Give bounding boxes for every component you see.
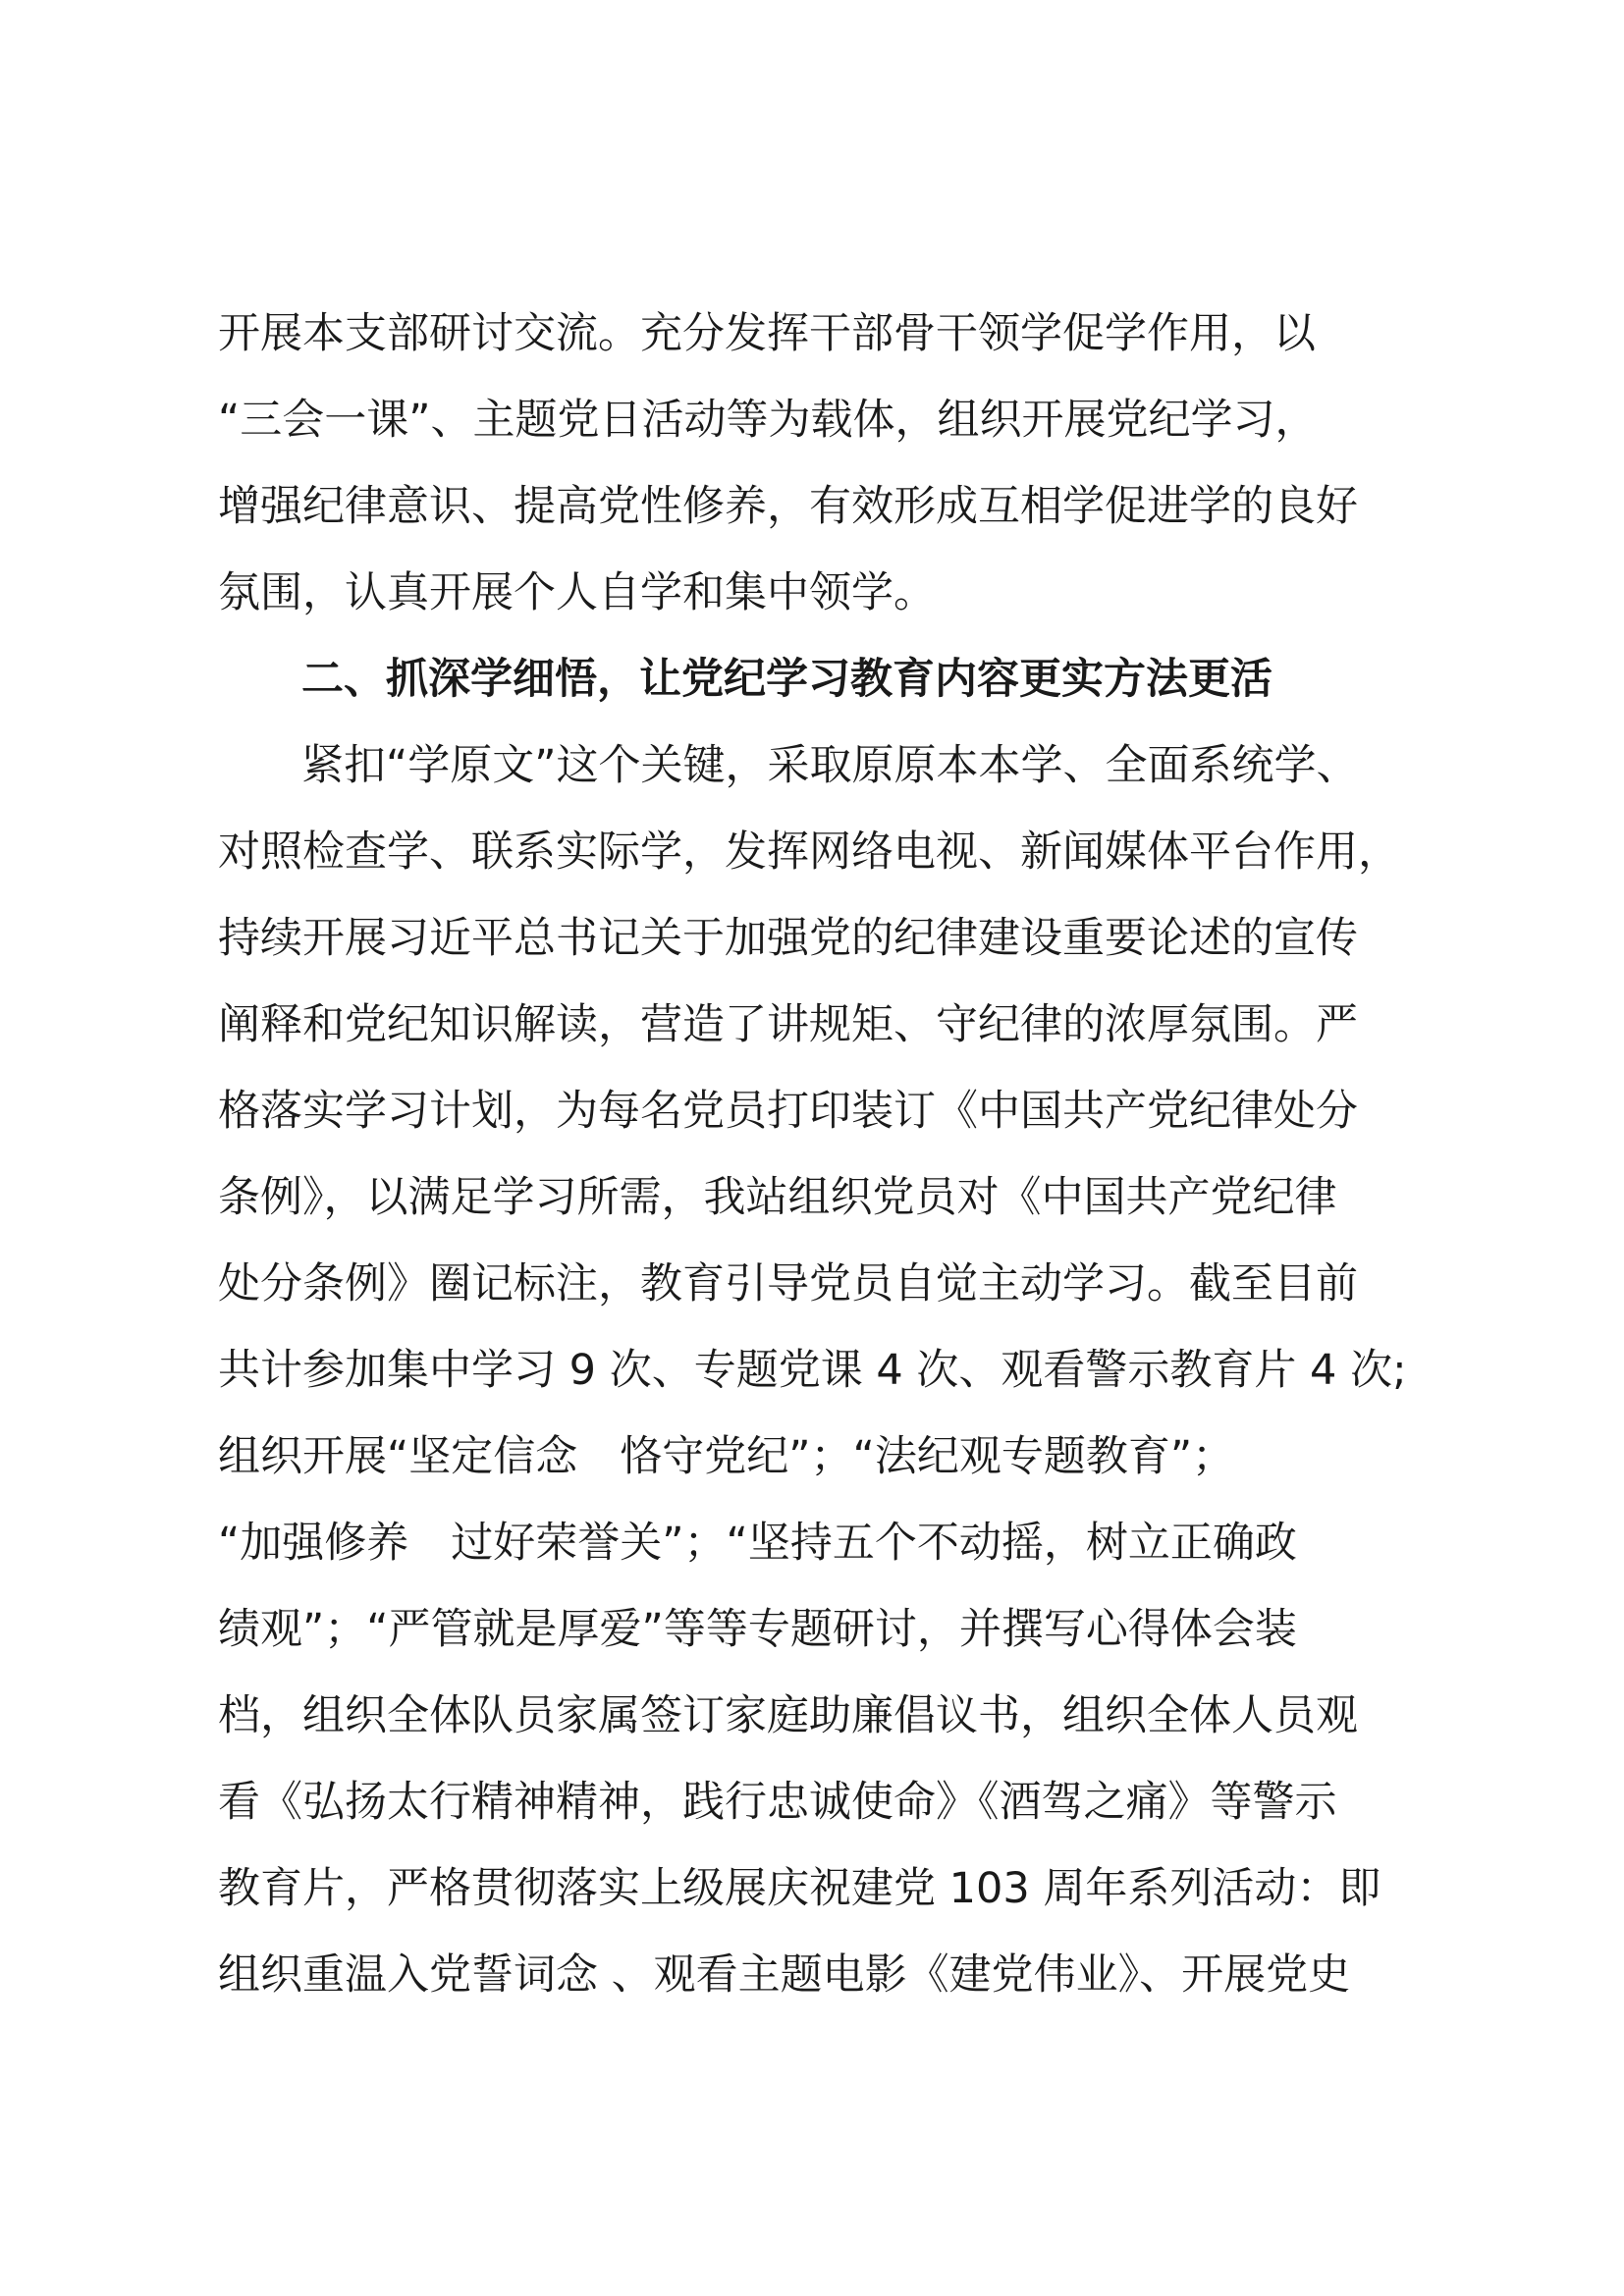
section-heading-2: 二、抓深学细悟，让党纪学习教育内容更实方法更活: [301, 655, 1272, 704]
paragraph-2-line-2: 对照检查学、联系实际学，发挥网络电视、新闻媒体平台作用，: [218, 828, 1400, 877]
paragraph-2-line-13: 看《弘扬太行精神精神，践行忠诚使命》《酒驾之痛》等警示: [218, 1778, 1337, 1827]
paragraph-2-line-8: 共计参加集中学习 9 次、专题党课 4 次、观看警示教育片 4 次;: [218, 1346, 1407, 1395]
paragraph-2-line-11: 绩观”；“严管就是厚爱”等等专题研讨，并撰写心得体会装: [218, 1605, 1297, 1654]
paragraph-2-line-15: 组织重温入党誓词念 、观看主题电影《建党伟业》、开展党史: [218, 1950, 1351, 2000]
paragraph-2-line-1: 紧扣“学原文”这个关键，采取原原本本学、全面系统学、: [301, 741, 1359, 790]
paragraph-1-line-3: 增强纪律意识、提高党性修养，有效形成互相学促进学的良好: [218, 482, 1358, 531]
paragraph-2-line-10: “加强修养 过好荣誉关”；“坚持五个不动摇，树立正确政: [218, 1519, 1297, 1568]
paragraph-2-line-12: 档，组织全体队员家属签订家庭助廉倡议书，组织全体人员观: [218, 1691, 1358, 1740]
paragraph-1-line-4: 氛围，认真开展个人自学和集中领学。: [218, 568, 936, 617]
paragraph-2-line-9: 组织开展“坚定信念 恪守党纪”；“法纪观专题教育”；: [218, 1432, 1235, 1481]
paragraph-1-line-1: 开展本支部研讨交流。充分发挥干部骨干领学促学作用，以: [218, 309, 1316, 358]
paragraph-2-line-6: 条例》，以满足学习所需，我站组织党员对《中国共产党纪律: [218, 1173, 1337, 1222]
paragraph-2-line-3: 持续开展习近平总书记关于加强党的纪律建设重要论述的宣传: [218, 914, 1358, 963]
paragraph-2-line-4: 阐释和党纪知识解读，营造了讲规矩、守纪律的浓厚氛围。严: [218, 1000, 1358, 1049]
paragraph-2-line-5: 格落实学习计划，为每名党员打印装订《中国共产党纪律处分: [218, 1087, 1358, 1136]
paragraph-1-line-2: “三会一课”、主题党日活动等为载体，组织开展党纪学习，: [218, 396, 1318, 445]
paragraph-2-line-7: 处分条例》圈记标注，教育引导党员自觉主动学习。截至目前: [218, 1259, 1358, 1308]
paragraph-2-line-14: 教育片，严格贯彻落实上级展庆祝建党 103 周年系列活动：即: [218, 1864, 1381, 1913]
